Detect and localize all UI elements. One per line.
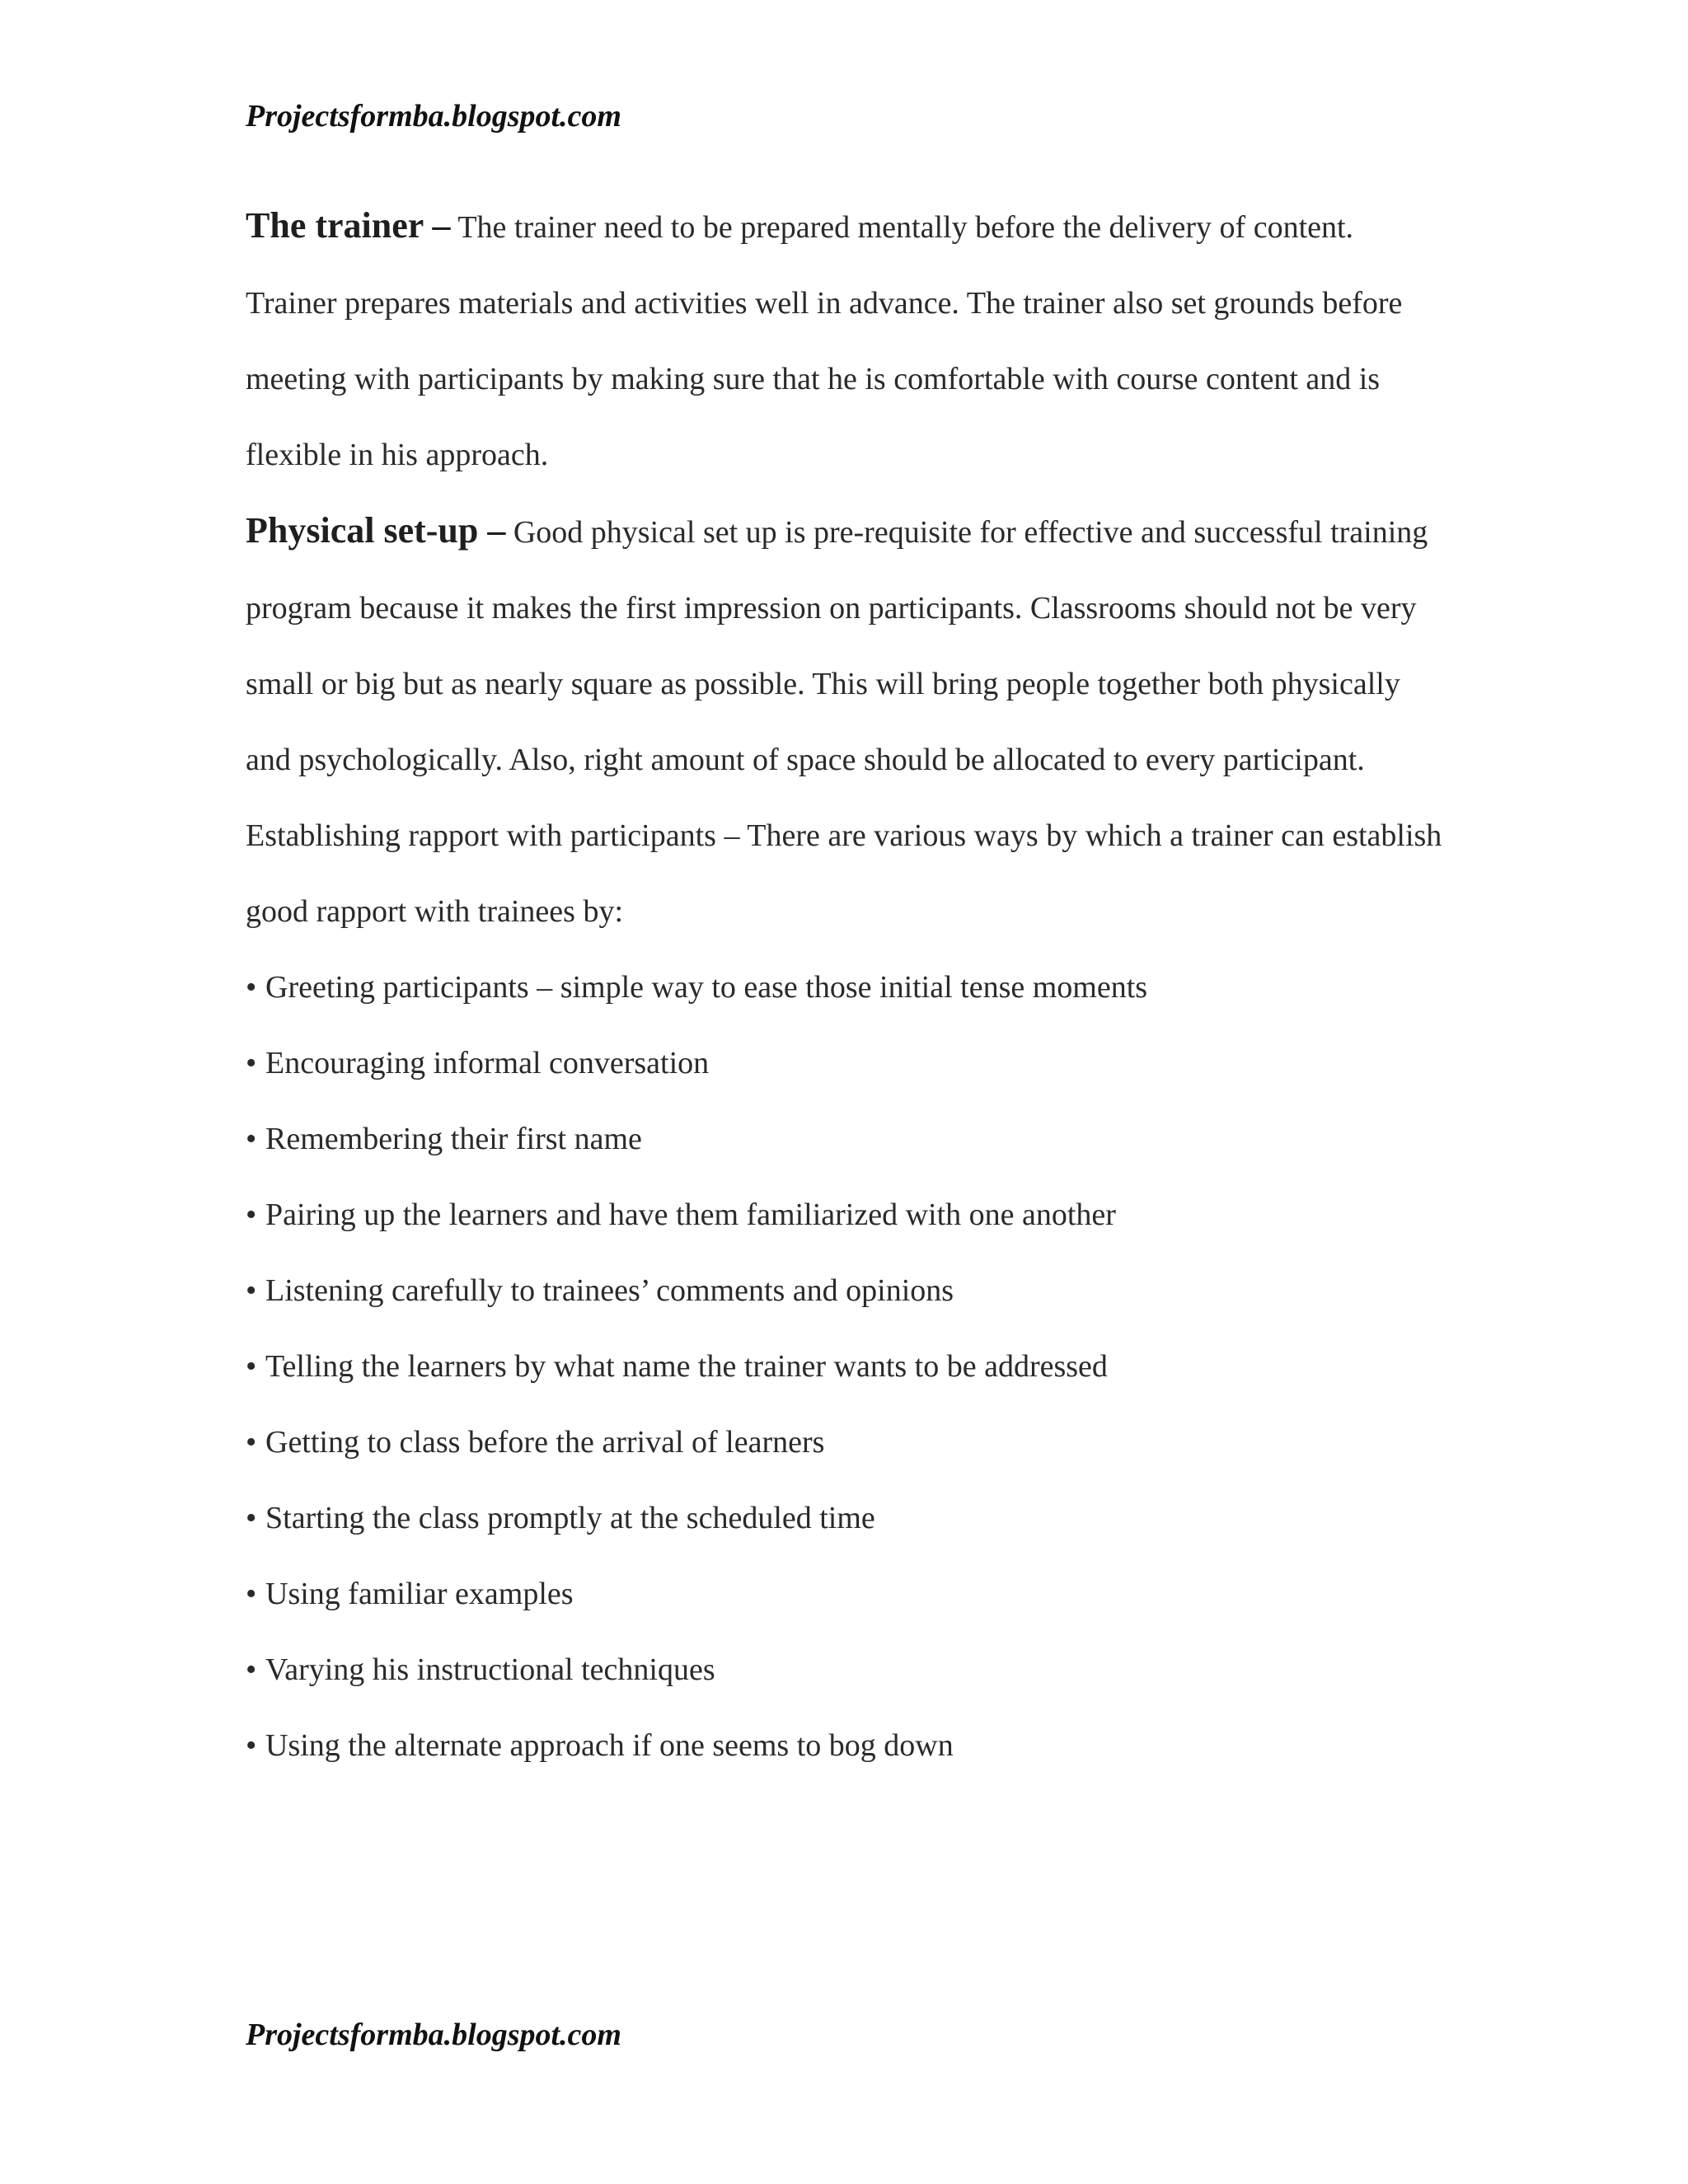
bullet-icon: • xyxy=(246,1728,257,1763)
bullet-icon: • xyxy=(246,1652,257,1687)
bullet-icon: • xyxy=(246,1501,257,1535)
list-item: • Getting to class before the arrival of learners xyxy=(246,1404,1449,1480)
physical-setup-heading: Physical set-up – xyxy=(246,510,506,551)
list-item: • Pairing up the learners and have them familiarized with one another xyxy=(246,1177,1449,1253)
bullet-icon: • xyxy=(246,1197,257,1232)
physical-setup-paragraph xyxy=(246,493,1449,798)
list-item: • Remembering their first name xyxy=(246,1101,1449,1177)
footer-site-url: Projectsformba.blogspot.com xyxy=(246,2018,621,2052)
trainer-text: The trainer need to be prepared mentally before the delivery of content. Trainer prepares materials and activities well in advance. The trainer also set grounds before meeting with participants by making sure that he is comfortable with course content and is flexible in his approach. xyxy=(246,210,1403,472)
list-item: • Using the alternate approach if one seems to bog down xyxy=(246,1708,1449,1783)
list-item: • Varying his instructional techniques xyxy=(246,1632,1449,1708)
list-item: • Starting the class promptly at the scheduled time xyxy=(246,1480,1449,1556)
trainer-heading: The trainer – xyxy=(246,205,451,246)
bullet-icon: • xyxy=(246,1122,257,1156)
document-body xyxy=(246,188,1449,1783)
list-item: • Telling the learners by what name the trainer wants to be addressed xyxy=(246,1329,1449,1404)
rapport-paragraph: Establishing rapport with participants – There are various ways by which a trainer can establish good rapport with trainees by: xyxy=(246,818,1442,929)
list-item: • Using familiar examples xyxy=(246,1556,1449,1632)
rapport-bullet-list xyxy=(246,949,1449,1783)
bullet-icon: • xyxy=(246,970,257,1005)
bullet-icon: • xyxy=(246,1425,257,1460)
list-item: • Greeting participants – simple way to ease those initial tense moments xyxy=(246,949,1449,1025)
bullet-icon: • xyxy=(246,1273,257,1308)
bullet-icon: • xyxy=(246,1046,257,1080)
trainer-paragraph xyxy=(246,188,1449,493)
list-item: • Listening carefully to trainees’ comments and opinions xyxy=(246,1253,1449,1329)
physical-setup-text: Good physical set up is pre-requisite for effective and successful training program because it makes the first impression on participants. Classrooms should not be very small or big but as nearly square as possible. This will bring people together both physically and psychologically. Also, right amount of space should be allocated to every participant. xyxy=(246,515,1428,777)
bullet-icon: • xyxy=(246,1349,257,1384)
list-item: • Encouraging informal conversation xyxy=(246,1025,1449,1101)
header-site-url: Projectsformba.blogspot.com xyxy=(246,99,621,134)
bullet-icon: • xyxy=(246,1577,257,1611)
